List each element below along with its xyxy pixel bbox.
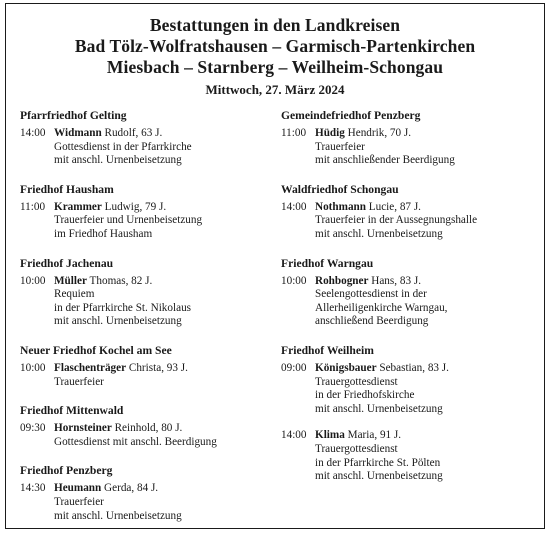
ceremony-detail: anschließend Beerdigung <box>315 315 429 328</box>
cemetery-name: Friedhof Mittenwald <box>20 404 124 418</box>
cemetery-section <box>20 182 270 242</box>
ceremony-detail: Trauerfeier <box>315 140 365 153</box>
ceremony-detail: in der Pfarrkirche St. Pölten <box>315 456 441 469</box>
deceased-surname: Rohbogner <box>315 274 369 287</box>
burial-time: 10:00 <box>20 361 46 374</box>
deceased <box>315 362 449 376</box>
notice-title-line-3: Miesbach – Starnberg – Weilheim-Schongau <box>106 57 444 77</box>
entry-head <box>20 127 270 141</box>
deceased <box>54 362 188 376</box>
cemetery-section <box>20 463 270 523</box>
entry-head <box>20 201 270 215</box>
cemetery-section <box>281 108 536 168</box>
deceased-surname: Klima <box>315 429 345 442</box>
deceased-surname: Flaschenträger <box>54 361 127 374</box>
ceremony-detail: Gottesdienst in der Pfarrkirche <box>54 140 192 153</box>
deceased-surname: Nothmann <box>315 200 366 213</box>
burial-time: 10:00 <box>20 274 46 287</box>
ceremony-detail: Trauergottesdienst <box>315 375 398 388</box>
ceremony-detail: mit anschl. Urnenbeisetzung <box>315 470 443 483</box>
burial-time: 10:00 <box>281 274 307 287</box>
ceremony-detail: im Friedhof Hausham <box>54 227 153 240</box>
cemetery-section <box>20 343 270 389</box>
ceremony-detail: mit anschl. Urnenbeisetzung <box>54 509 182 522</box>
ceremony-detail: in der Pfarrkirche St. Nikolaus <box>54 301 192 314</box>
deceased-firstname-age: Hendrik, 70 J. <box>347 127 412 139</box>
ceremony-detail: Allerheiligenkirche Warngau, <box>315 301 448 314</box>
deceased-surname: Hornsteiner <box>54 422 112 435</box>
deceased-surname: Krammer <box>54 200 102 213</box>
deceased-firstname-age: Maria, 91 J. <box>347 429 402 442</box>
burial-entry <box>20 275 270 329</box>
cemetery-name: Gemeindefriedhof Penzberg <box>281 109 421 122</box>
entry-head <box>281 275 536 289</box>
ceremony-detail: mit anschließender Beerdigung <box>315 154 455 167</box>
notice-date: Mittwoch, 27. März 2024 <box>205 82 345 97</box>
deceased <box>54 422 182 436</box>
burial-entry <box>281 362 536 416</box>
obituary-notice <box>5 3 545 529</box>
deceased <box>54 275 152 289</box>
cemetery-section <box>20 256 270 329</box>
deceased-firstname-age: Lucie, 87 J. <box>368 200 421 213</box>
burial-entry <box>281 275 536 329</box>
entry-head <box>281 127 536 141</box>
ceremony-detail: mit anschl. Urnenbeisetzung <box>315 402 443 415</box>
cemetery-section <box>20 108 270 168</box>
cemetery-name: Pfarrfriedhof Gelting <box>20 109 127 122</box>
entry-head <box>20 422 270 436</box>
ceremony-detail: Trauerfeier <box>54 375 104 388</box>
ceremony-detail: Trauerfeier und Urnenbeisetzung <box>54 214 203 227</box>
notice-header <box>6 4 544 98</box>
deceased-surname: Hüdig <box>315 127 345 139</box>
deceased-firstname-age: Gerda, 84 J. <box>104 482 159 495</box>
cemetery-name: Friedhof Penzberg <box>20 464 113 478</box>
burial-entry <box>20 127 270 168</box>
burial-entry <box>20 482 270 523</box>
ceremony-detail: Trauergottesdienst <box>315 442 398 455</box>
burial-entry <box>281 127 536 168</box>
deceased-surname: Müller <box>54 274 87 287</box>
burial-entry <box>281 201 536 242</box>
entry-head <box>281 362 536 376</box>
cemetery-section <box>281 256 536 329</box>
burial-time: 09:00 <box>281 361 307 374</box>
deceased-firstname-age: Sebastian, 83 J. <box>379 361 449 374</box>
ceremony-detail: Trauerfeier <box>54 495 104 508</box>
burial-entry <box>20 422 270 449</box>
deceased <box>54 482 158 496</box>
notice-title-line-2: Bad Tölz-Wolfratshausen – Garmisch-Partenkirchen <box>74 36 476 56</box>
ceremony-detail: mit anschl. Urnenbeisetzung <box>54 315 182 328</box>
cemetery-name: Neuer Friedhof Kochel am See <box>20 343 172 357</box>
ceremony-detail: mit anschl. Urnenbeisetzung <box>315 227 443 240</box>
cemetery-section <box>20 403 270 449</box>
burial-entry <box>20 201 270 242</box>
burial-time: 14:00 <box>281 429 307 442</box>
ceremony-detail: Gottesdienst mit anschl. Beerdigung <box>54 435 217 448</box>
ceremony-detail: mit anschl. Urnenbeisetzung <box>54 154 182 167</box>
deceased-surname: Heumann <box>54 482 102 495</box>
deceased-firstname-age: Rudolf, 63 J. <box>104 127 163 139</box>
deceased-firstname-age: Ludwig, 79 J. <box>104 200 167 213</box>
cemetery-name: Friedhof Weilheim <box>281 343 374 357</box>
deceased <box>54 201 166 215</box>
deceased-firstname-age: Hans, 83 J. <box>371 274 421 287</box>
burial-time: 14:30 <box>20 482 46 495</box>
cemetery-name: Waldfriedhof Schongau <box>281 182 399 196</box>
deceased-surname: Königsbauer <box>315 361 377 374</box>
entry-head <box>20 275 270 289</box>
cemetery-name: Friedhof Hausham <box>20 182 114 196</box>
ceremony-detail: Trauerfeier in der Aussegnungshalle <box>315 214 478 227</box>
cemetery-name: Friedhof Jachenau <box>20 256 114 270</box>
ceremony-detail: in der Friedhofskirche <box>315 389 415 402</box>
deceased-firstname-age: Reinhold, 80 J. <box>114 422 183 435</box>
deceased-firstname-age: Thomas, 82 J. <box>89 274 153 287</box>
entry-head <box>281 429 536 443</box>
deceased-firstname-age: Christa, 93 J. <box>128 361 188 374</box>
deceased-surname: Widmann <box>54 127 102 139</box>
burial-entry <box>281 429 536 483</box>
ceremony-detail: Requiem <box>54 288 95 301</box>
deceased <box>315 429 401 443</box>
cemetery-section <box>281 343 536 484</box>
deceased <box>315 275 421 289</box>
burial-time: 11:00 <box>20 200 46 213</box>
burial-time: 14:00 <box>20 127 46 139</box>
deceased <box>315 127 411 141</box>
cemetery-section <box>281 182 536 242</box>
entry-head <box>281 201 536 215</box>
entry-head <box>20 362 270 376</box>
entry-head <box>20 482 270 496</box>
deceased <box>315 201 421 215</box>
cemetery-name: Friedhof Warngau <box>281 256 374 270</box>
left-column <box>20 108 270 537</box>
right-column <box>281 108 536 498</box>
burial-time: 09:30 <box>20 422 46 435</box>
cemetery-columns <box>6 108 544 528</box>
burial-time: 14:00 <box>281 200 307 213</box>
burial-entry <box>20 362 270 389</box>
burial-time: 11:00 <box>281 127 307 139</box>
ceremony-detail: Seelengottesdienst in der <box>315 288 427 301</box>
notice-title-line-1: Bestattungen in den Landkreisen <box>149 15 401 35</box>
deceased <box>54 127 162 141</box>
